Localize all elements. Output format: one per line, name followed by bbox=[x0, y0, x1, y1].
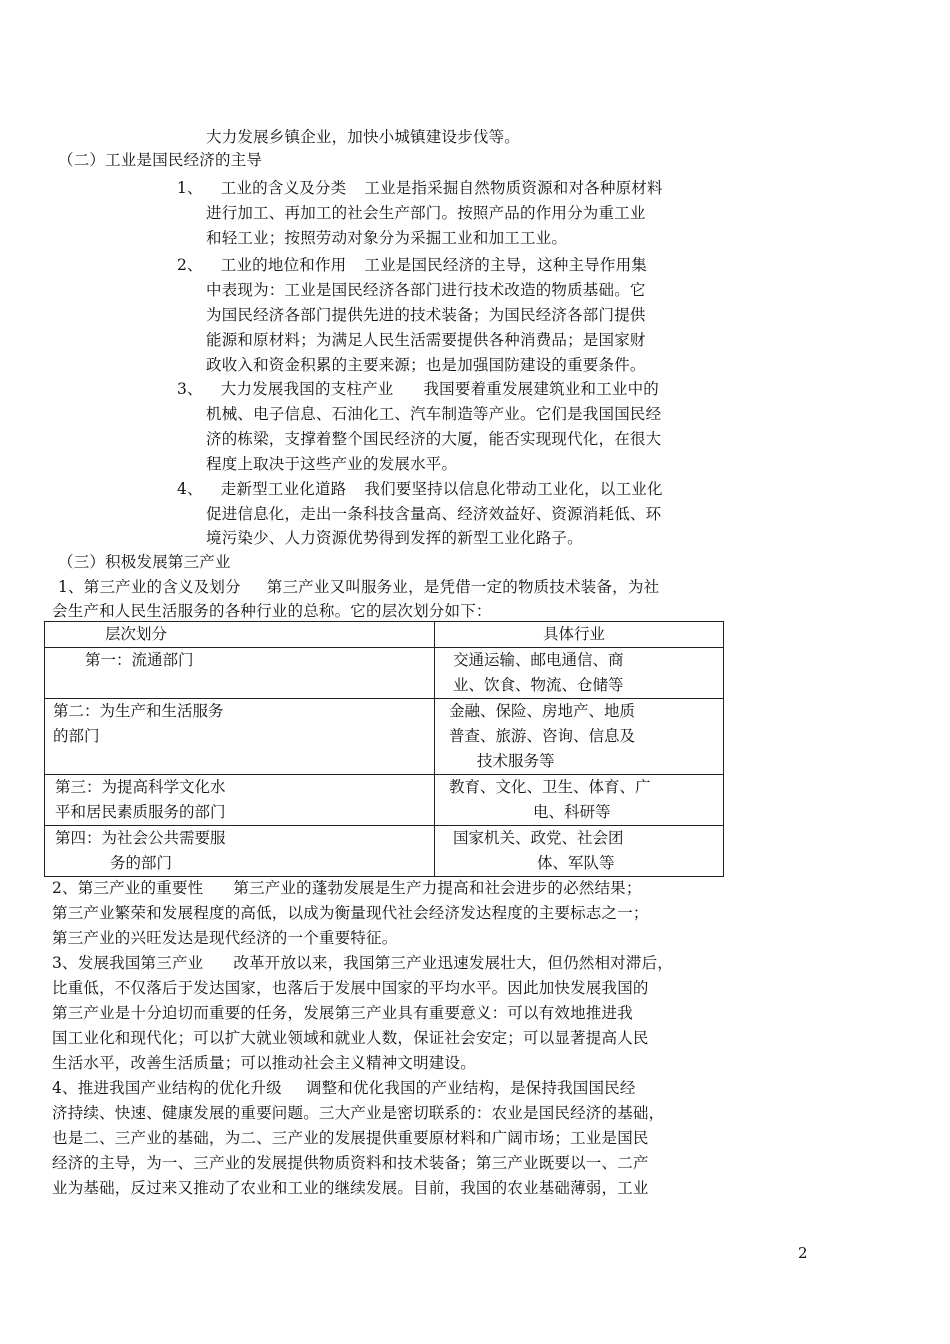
table-cell-industries: 国家机关、政党、社会团 体、军队等 bbox=[435, 826, 724, 877]
para-3-line: 生活水平，改善生活质量；可以推动社会主义精神文明建设。 bbox=[52, 1054, 476, 1072]
para-title: 4、推进我国产业结构的优化升级 bbox=[52, 1079, 282, 1097]
para-1-first-line: 1、第三产业的含义及划分 第三产业又叫服务业，是凭借一定的物质技术装备，为社 bbox=[58, 578, 660, 596]
table-row bbox=[45, 648, 724, 699]
item-4-first-line: 4、 走新型工业化道路 我们要坚持以信息化带动工业化，以工业化 bbox=[177, 480, 663, 498]
item-1-line: 进行加工、再加工的社会生产部门。按照产品的作用分为重工业 bbox=[206, 204, 646, 222]
item-1-first-line: 1、 工业的含义及分类 工业是指采掘自然物质资源和对各种原材料 bbox=[177, 179, 663, 197]
item-2-line: 中表现为：工业是国民经济各部门进行技术改造的物质基础。它 bbox=[206, 281, 646, 299]
table-row bbox=[45, 826, 724, 877]
para-title: 1、第三产业的含义及划分 bbox=[58, 578, 241, 596]
para-2-line: 第三产业的兴旺发达是现代经济的一个重要特征。 bbox=[52, 929, 398, 947]
item-3-first-line: 3、 大力发展我国的支柱产业 我国要着重发展建筑业和工业中的 bbox=[177, 380, 659, 398]
table-row bbox=[45, 775, 724, 826]
para-4-line: 经济的主导，为一、三产业的发展提供物质资料和技术装备；第三产业既要以一、二产 bbox=[52, 1154, 649, 1172]
item-title: 大力发展我国的支柱产业 bbox=[220, 380, 394, 398]
para-4-line: 济持续、快速、健康发展的重要问题。三大产业是密切联系的：农业是国民经济的基础， bbox=[52, 1104, 665, 1122]
item-title: 工业的含义及分类 bbox=[220, 179, 347, 197]
table-header-cell: 层次划分 bbox=[45, 622, 435, 648]
para-4-line: 也是二、三产业的基础，为二、三产业的发展提供重要原材料和广阔市场；工业是国民 bbox=[52, 1129, 649, 1147]
table-cell-level: 第三：为提高科学文化水 平和居民素质服务的部门 bbox=[45, 775, 435, 826]
table-row bbox=[45, 699, 724, 775]
item-2-line: 能源和原材料；为满足人民生活需要提供各种消费品；是国家财 bbox=[206, 331, 646, 349]
section-heading-tertiary: （三）积极发展第三产业 bbox=[58, 553, 231, 571]
section-heading-industry: （二）工业是国民经济的主导 bbox=[58, 151, 263, 169]
table-cell-industries: 教育、文化、卫生、体育、广 电、科研等 bbox=[435, 775, 724, 826]
item-title: 工业的地位和作用 bbox=[220, 256, 347, 274]
table-cell-industries: 金融、保险、房地产、地质 普查、旅游、咨询、信息及 技术服务等 bbox=[435, 699, 724, 775]
item-2-first-line: 2、 工业的地位和作用 工业是国民经济的主导，这种主导作用集 bbox=[177, 256, 647, 274]
para-3-line: 国工业化和现代化；可以扩大就业领域和就业人数，保证社会安定；可以显著提高人民 bbox=[52, 1029, 649, 1047]
item-3-line: 机械、电子信息、石油化工、汽车制造等产业。它们是我国国民经 bbox=[206, 405, 662, 423]
item-3-line: 程度上取决于这些产业的发展水平。 bbox=[206, 455, 458, 473]
item-3-line: 济的栋梁，支撑着整个国民经济的大厦，能否实现现代化，在很大 bbox=[206, 430, 662, 448]
table-cell-level: 第一：流通部门 bbox=[45, 648, 435, 699]
item-2-line: 为国民经济各部门提供先进的技术装备；为国民经济各部门提供 bbox=[206, 306, 646, 324]
para-title: 2、第三产业的重要性 bbox=[52, 879, 204, 897]
para-2-line: 第三产业繁荣和发展程度的高低，以成为衡量现代社会经济发达程度的主要标志之一； bbox=[52, 904, 649, 922]
para-3-line: 比重低，不仅落后于发达国家，也落后于发展中国家的平均水平。因此加快发展我国的 bbox=[52, 979, 649, 997]
para-title: 3、发展我国第三产业 bbox=[52, 954, 204, 972]
para-1-line: 会生产和人民生活服务的各种行业的总称。它的层次划分如下： bbox=[52, 602, 492, 620]
item-4-line: 境污染少、人力资源优势得到发挥的新型工业化路子。 bbox=[206, 529, 583, 547]
table-cell-level: 第四：为社会公共需要服 务的部门 bbox=[45, 826, 435, 877]
para-4-first-line: 4、推进我国产业结构的优化升级 调整和优化我国的产业结构，是保持我国国民经 bbox=[52, 1079, 636, 1097]
para-4-line: 业为基础，反过来又推动了农业和工业的继续发展。目前，我国的农业基础薄弱，工业 bbox=[52, 1179, 649, 1197]
page-number: 2 bbox=[798, 1244, 808, 1262]
para-3-line: 第三产业是十分迫切而重要的任务，发展第三产业具有重要意义：可以有效地推进我 bbox=[52, 1004, 633, 1022]
table-header-cell: 具体行业 bbox=[435, 622, 724, 648]
para-3-first-line: 3、发展我国第三产业 改革开放以来，我国第三产业迅速发展壮大，但仍然相对滞后， bbox=[52, 954, 673, 972]
item-1-line: 和轻工业；按照劳动对象分为采掘工业和加工工业。 bbox=[206, 229, 568, 247]
industry-strata-table bbox=[44, 621, 724, 877]
table-header-row bbox=[45, 622, 724, 648]
table-cell-industries: 交通运输、邮电通信、商 业、饮食、物流、仓储等 bbox=[435, 648, 724, 699]
table-cell-level: 第二：为生产和生活服务 的部门 bbox=[45, 699, 435, 775]
item-4-line: 促进信息化，走出一条科技含量高、经济效益好、资源消耗低、环 bbox=[206, 505, 662, 523]
continuation-line: 大力发展乡镇企业，加快小城镇建设步伐等。 bbox=[206, 128, 521, 146]
item-2-line: 政收入和资金积累的主要来源；也是加强国防建设的重要条件。 bbox=[206, 356, 646, 374]
para-2-first-line: 2、第三产业的重要性 第三产业的蓬勃发展是生产力提高和社会进步的必然结果； bbox=[52, 879, 642, 897]
item-title: 走新型工业化道路 bbox=[220, 480, 347, 498]
